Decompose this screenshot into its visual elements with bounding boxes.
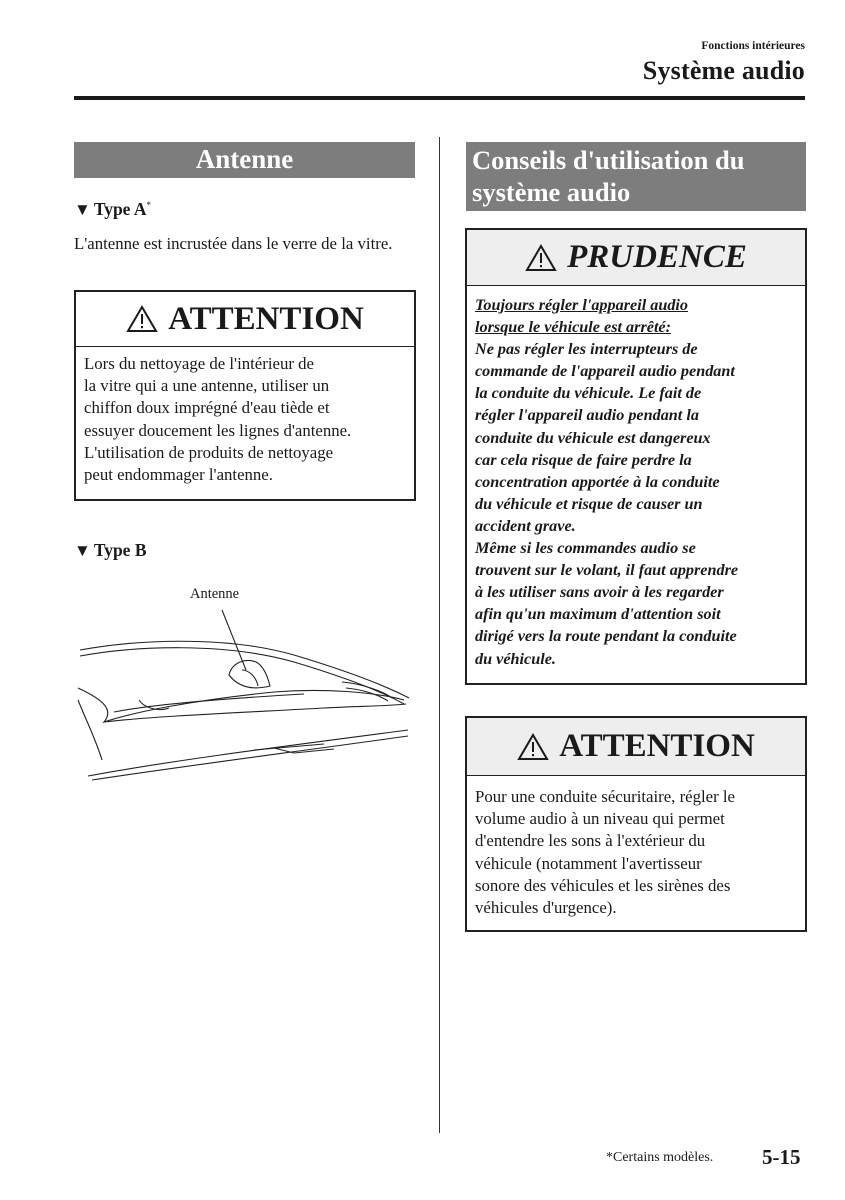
attention-title: ATTENTION [168, 300, 364, 337]
attention-line: véhicules d'urgence). [475, 898, 617, 918]
attention-line: la vitre qui a une antenne, utiliser un [84, 376, 330, 396]
section-title-conseils [466, 142, 806, 211]
attention-line: sonore des véhicules et les sirènes des [475, 875, 731, 895]
header-title: Système audio [642, 56, 805, 85]
warning-triangle-icon [126, 305, 158, 333]
attention-body [76, 347, 414, 492]
prudence-line: du véhicule et risque de causer un [475, 494, 703, 513]
attention-title: ATTENTION [559, 728, 755, 764]
attention-line: véhicule (notamment l'avertisseur [475, 853, 702, 873]
attention-line: volume audio à un niveau qui permet [475, 809, 725, 829]
column-divider [439, 137, 440, 1133]
asterisk-marker: * [146, 200, 151, 211]
section-title-antenne: Antenne [74, 142, 415, 178]
prudence-line: à les utiliser sans avoir à les regarder [475, 583, 724, 602]
prudence-line: car cela risque de faire perdre la [475, 450, 692, 469]
header-section-label: Fonctions intérieures [701, 40, 805, 52]
illustration-label-antenne: Antenne [190, 586, 240, 602]
subheading-type-b-label: Type B [93, 540, 147, 560]
subheading-type-b [74, 540, 147, 561]
page-number: 5-15 [762, 1145, 801, 1169]
subheading-type-a [74, 199, 151, 220]
prudence-line: trouvent sur le volant, il faut apprendre [475, 561, 739, 580]
attention-body [467, 776, 805, 929]
section-title-line: système audio [472, 177, 631, 207]
footnote: *Certains modèles. [606, 1150, 714, 1165]
prudence-line: Même si les commandes audio se [475, 539, 696, 558]
attention-line: d'entendre les sons à l'extérieur du [475, 831, 706, 851]
prudence-line: afin qu'un maximum d'attention soit [475, 605, 721, 624]
attention-line: Pour une conduite sécuritaire, régler le [475, 787, 736, 806]
attention-header [76, 292, 414, 347]
section-title-line: Conseils d'utilisation du [472, 145, 745, 175]
prudence-lead-line: Toujours régler l'appareil audio [475, 296, 689, 314]
down-triangle-icon: ▼ [74, 200, 91, 219]
type-a-text: L'antenne est incrustée dans le verre de la vitre. [74, 234, 393, 253]
attention-box-volume [465, 716, 807, 932]
warning-triangle-icon [525, 244, 557, 272]
prudence-box [465, 228, 807, 685]
prudence-line: accident grave. [475, 516, 576, 535]
attention-line: chiffon doux imprégné d'eau tiède et [84, 398, 330, 418]
prudence-title: PRUDENCE [567, 239, 747, 275]
prudence-line: Ne pas régler les interrupteurs de [475, 340, 698, 359]
prudence-line: conduite du véhicule est dangereux [475, 428, 711, 447]
prudence-header [467, 230, 805, 286]
prudence-line: du véhicule. [475, 649, 556, 668]
attention-line: L'utilisation de produits de nettoyage [84, 442, 334, 462]
prudence-lead-line: lorsque le véhicule est arrêté: [475, 318, 672, 337]
prudence-line: commande de l'appareil audio pendant [475, 362, 735, 381]
attention-line: essuyer doucement les lignes d'antenne. [84, 420, 352, 440]
prudence-line: concentration apportée à la conduite [475, 472, 720, 491]
prudence-line: dirigé vers la route pendant la conduite [475, 627, 737, 646]
car-roof-antenna-illustration [74, 600, 416, 785]
prudence-line: la conduite du véhicule. Le fait de [475, 384, 702, 403]
attention-header [467, 718, 805, 776]
prudence-body [467, 286, 805, 678]
attention-box-antenna [74, 290, 416, 501]
prudence-lead [475, 294, 797, 338]
attention-line: Lors du nettoyage de l'intérieur de [84, 354, 314, 373]
warning-triangle-icon [517, 733, 549, 761]
header-rule [74, 96, 805, 100]
down-triangle-icon: ▼ [74, 541, 91, 560]
subheading-type-a-label: Type A [93, 199, 147, 219]
attention-line: peut endommager l'antenne. [84, 465, 273, 485]
prudence-line: régler l'appareil audio pendant la [475, 406, 699, 425]
